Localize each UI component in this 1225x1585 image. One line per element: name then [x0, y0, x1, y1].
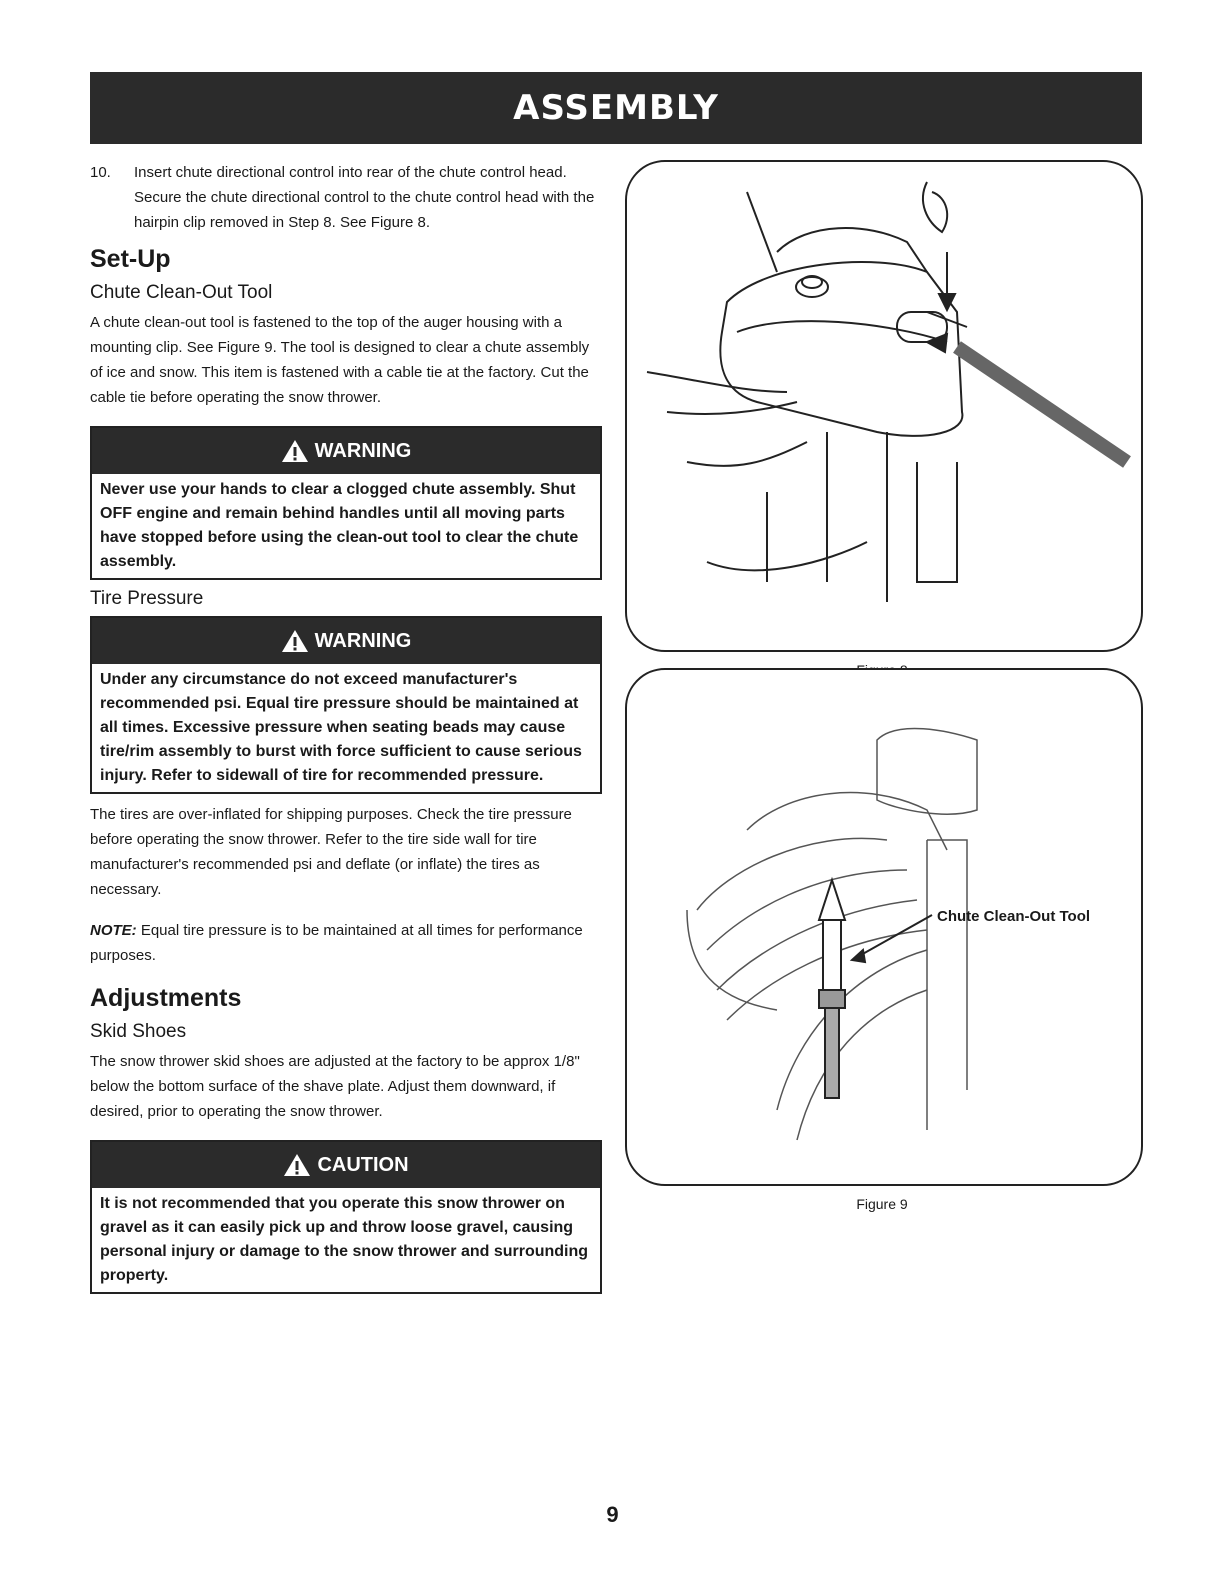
- step-10: [90, 160, 602, 235]
- chute-tool-text: A chute clean-out tool is fastened to the top of the auger housing with a mounting clip. See Figure 9. The tool is designed to clear a chute assembly of ice and snow. This item is fastened with a cable tie at the factory. Cut the cable tie before operating the snow thrower.: [90, 314, 590, 406]
- tire-pressure-text: The tires are over-inflated for shipping purposes. Check the tire pressure before operating the snow thrower. Refer to the tire side wall for tire manufacturer's recommended psi and deflate (or inflate) the tires as necessary.: [90, 806, 572, 898]
- section-banner: [90, 72, 1142, 144]
- step-number: 10.: [90, 164, 111, 181]
- chute-tool-heading: Chute Clean-Out Tool: [90, 282, 273, 303]
- page-number: 9: [606, 1502, 619, 1527]
- warning-box-chute: [90, 426, 602, 580]
- section-title: ASSEMBLY: [513, 88, 719, 128]
- tire-pressure-heading: Tire Pressure: [90, 588, 204, 609]
- warning-label: WARNING: [314, 629, 412, 652]
- caution-text: It is not recommended that you operate this snow thrower on gravel as it can easily pick up and throw loose gravel, causing personal injury or damage to the snow thrower and surrounding property.: [100, 1195, 589, 1284]
- warning-text: Never use your hands to clear a clogged chute assembly. Shut OFF engine and remain behind handles until all moving parts have stopped before using the clean-out tool to clear the chute assembly.: [100, 481, 579, 570]
- figure-9-illustration: [625, 668, 1143, 1186]
- skid-shoes-heading: Skid Shoes: [90, 1021, 187, 1042]
- chute-control-head-drawing: [627, 162, 1141, 650]
- warning-header: [92, 428, 600, 474]
- figure-8-illustration: [625, 160, 1143, 652]
- step-text: Insert chute directional control into rear of the chute control head. Secure the chute directional control to the chute control head with the hairpin clip removed in Step 8. See Figure 8.: [134, 164, 595, 231]
- figure-9-callout: Chute Clean-Out Tool: [937, 908, 1091, 925]
- warning-triangle-icon: [281, 439, 309, 463]
- skid-shoes-text: The snow thrower skid shoes are adjusted at the factory to be approx 1/8" below the bottom surface of the shave plate. Adjust them downward, if desired, prior to operating the snow thrower.: [90, 1053, 580, 1120]
- warning-box-tire: [90, 616, 602, 794]
- clean-out-tool-drawing: [627, 670, 1141, 1184]
- adjustments-heading: Adjustments: [90, 984, 242, 1012]
- tire-note: [90, 918, 602, 968]
- warning-triangle-icon: [283, 1153, 311, 1177]
- caution-box: [90, 1140, 602, 1294]
- caution-header: [92, 1142, 600, 1188]
- setup-heading: Set-Up: [90, 245, 171, 273]
- warning-triangle-icon: [281, 629, 309, 653]
- warning-label: WARNING: [314, 439, 412, 462]
- warning-text: Under any circumstance do not exceed manufacturer's recommended psi. Equal tire pressure should be maintained at all times. Excessive pressure when seating beads may cause tire/rim assembly to burst with force sufficient to cause serious injury. Refer to sidewall of tire for recommended pressure.: [100, 671, 582, 784]
- figure-9-caption: Figure 9: [856, 1196, 908, 1212]
- caution-label: CAUTION: [317, 1153, 409, 1176]
- left-column: [90, 160, 602, 1302]
- note-text: Equal tire pressure is to be maintained at all times for performance purposes.: [90, 922, 583, 964]
- warning-header: [92, 618, 600, 664]
- note-label: NOTE:: [90, 922, 137, 939]
